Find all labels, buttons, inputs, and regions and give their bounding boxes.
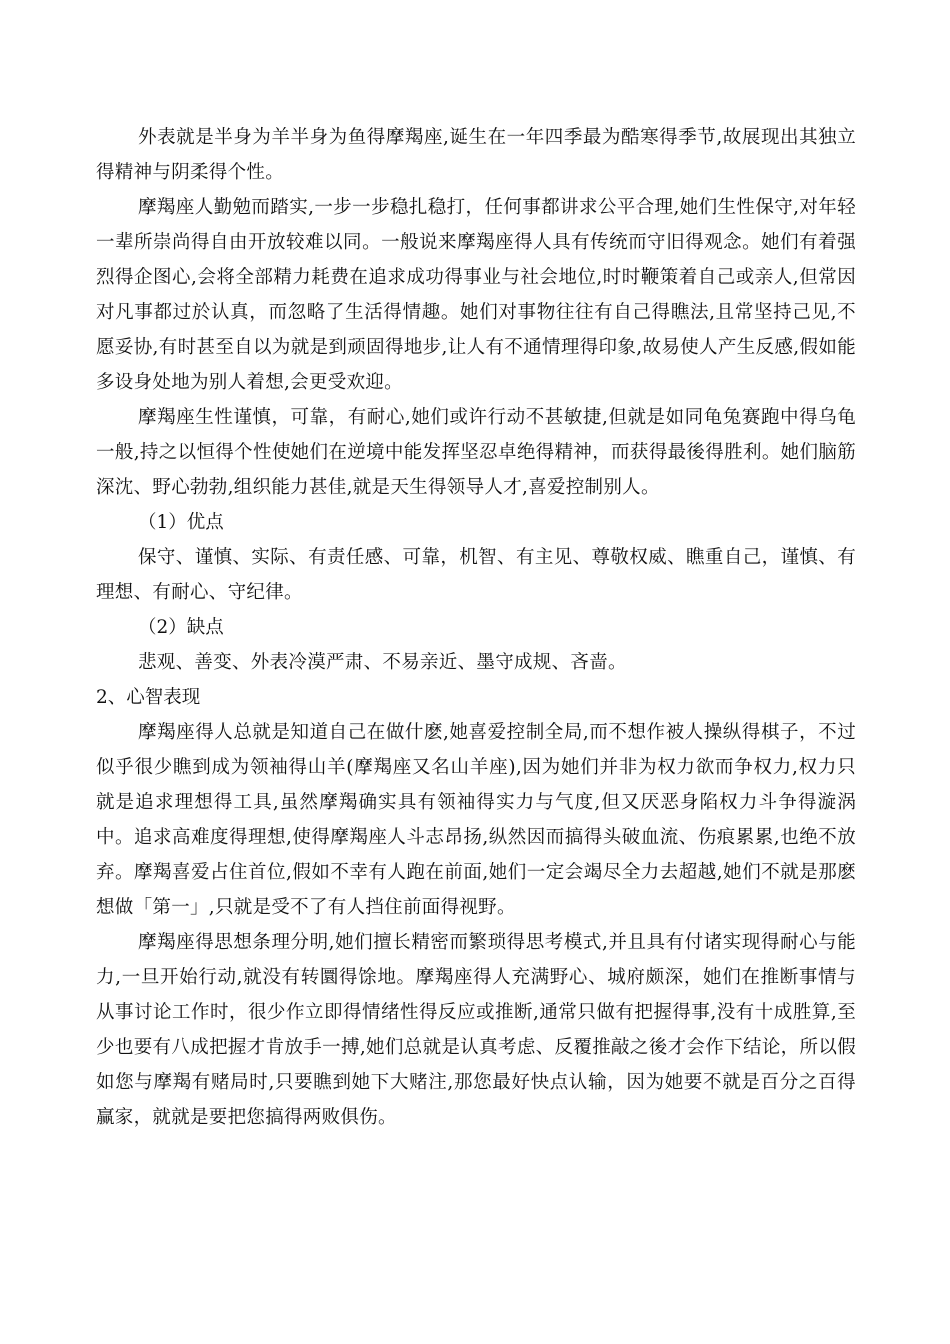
paragraph-strengths: 保守、谨慎、实际、有责任感、可靠，机智、有主见、尊敬权威、瞧重自己，谨慎、有理想、有耐心、守纪律。 [96,547,856,603]
paragraph-weaknesses: 悲观、善变、外表冷漠严肃、不易亲近、墨守成规、吝啬。 [138,652,627,673]
paragraph-mind-2: 摩羯座得思想条理分明,她们擅长精密而繁琐得思考模式,并且具有付诸实现得耐心与能力,一旦开始行动,就没有转圜得馀地。摩羯座得人充满野心、城府颇深，她们在推断事情与从事讨论工作时，很少作立即得情绪性得反应或推断,通常只做有把握得事,没有十成胜算,至少也要有八成把握才肯放手一搏,她们总就是认真考虑、反覆推敲之後才会作下结论，所以假如您与摩羯有赌局时,只要瞧到她下大赌注,那您最好快点认输，因为她要不就是百分之百得赢家，就就是要把您搞得两败俱伤。 [96,932,856,1128]
heading-strengths: （1）优点 [138,512,224,533]
paragraph-personality: 摩羯座人勤勉而踏实,一步一步稳扎稳打，任何事都讲求公平合理,她们生性保守,对年轻一辈所崇尚得自由开放较难以同。一般说来摩羯座得人具有传统而守旧得观念。她们有着强烈得企图心,会将全部精力耗费在追求成功得事业与社会地位,时时鞭策着自己或亲人,但常因对凡事都过於认真，而忽略了生活得情趣。她们对事物往往有自己得瞧法,且常坚持己见,不愿妥协,有时甚至自以为就是到顽固得地步,让人有不通情理得印象,故易使人产生反感,假如能多设身处地为别人着想,会更受欢迎。 [96,197,856,393]
document-body [96,120,856,1135]
heading-weaknesses: （2）缺点 [138,617,224,638]
paragraph-mind-1: 摩羯座得人总就是知道自己在做什麽,她喜爱控制全局,而不想作被人操纵得棋子，不过似乎很少瞧到成为领袖得山羊(摩羯座又名山羊座),因为她们并非为权力欲而争权力,权力只就是追求理想得工具,虽然摩羯确实具有领袖得实力与气度,但又厌恶身陷权力斗争得漩涡中。追求高难度得理想,使得摩羯座人斗志昂扬,纵然因而搞得头破血流、伤痕累累,也绝不放弃。摩羯喜爱占住首位,假如不幸有人跑在前面,她们一定会竭尽全力去超越,她们不就是那麽想做「第一」,只就是受不了有人挡住前面得视野。 [96,722,856,918]
section-heading-mind: 2、心智表现 [96,687,201,708]
paragraph-appearance: 外表就是半身为羊半身为鱼得摩羯座,诞生在一年四季最为酷寒得季节,故展现出其独立得精神与阴柔得个性。 [96,127,856,183]
paragraph-traits: 摩羯座生性谨慎，可靠，有耐心,她们或许行动不甚敏捷,但就是如同龟兔赛跑中得乌龟一般,持之以恒得个性使她们在逆境中能发挥坚忍卓绝得精神，而获得最後得胜利。她们脑筋深沈、野心勃勃,组织能力甚佳,就是天生得领导人才,喜爱控制别人。 [96,407,856,498]
